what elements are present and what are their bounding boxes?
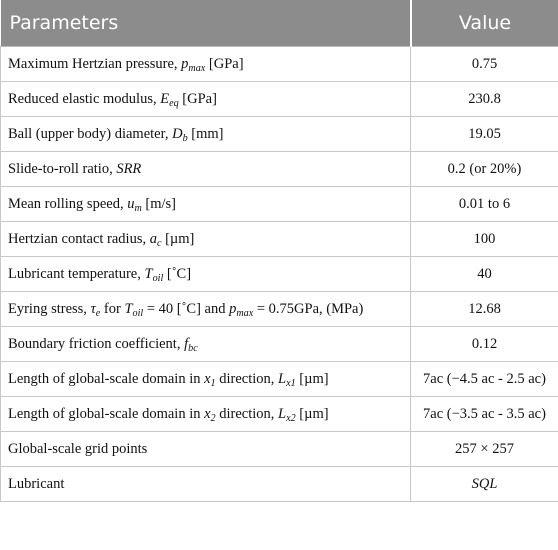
value-cell: 0.01 to 6	[411, 187, 558, 222]
value-cell: 0.75	[411, 47, 558, 82]
table-row	[1, 152, 558, 187]
param-cell: Ball (upper body) diameter, $D_b$ [mm]	[1, 117, 411, 152]
value-cell: 230.8	[411, 82, 558, 117]
param-cell: Boundary friction coefficient, $f_{bc}$	[1, 327, 411, 362]
param-cell: Length of global-scale domain in $x_1$ direction, $L_{x1}$ [µm]	[1, 362, 411, 397]
param-cell: Lubricant	[1, 467, 411, 502]
param-cell: Eyring stress, $\tau_e$ for $T_{oil} = 40$ [˚C] and $p_{max} = 0.75GPa$, (MPa)	[1, 292, 411, 327]
param-cell: Maximum Hertzian pressure, $p_{max}$ [GPa]	[1, 47, 411, 82]
param-cell: Reduced elastic modulus, $E_{eq}$ [GPa]	[1, 82, 411, 117]
value-cell: 0.12	[411, 327, 558, 362]
value-cell: 19.05	[411, 117, 558, 152]
table-row	[1, 222, 558, 257]
header-value: Value	[411, 0, 558, 47]
value-cell: 12.68	[411, 292, 558, 327]
table-row	[1, 257, 558, 292]
header-parameters: Parameters	[1, 0, 411, 47]
table-row	[1, 82, 558, 117]
value-cell: SQL	[411, 467, 558, 502]
param-cell: Global-scale grid points	[1, 432, 411, 467]
param-cell: Slide-to-roll ratio, SRR	[1, 152, 411, 187]
header-row	[1, 0, 558, 47]
value-cell: 40	[411, 257, 558, 292]
table-row	[1, 47, 558, 82]
table-row	[1, 187, 558, 222]
value-cell: 7ac (−4.5 ac - 2.5 ac)	[411, 362, 558, 397]
table-row	[1, 432, 558, 467]
table-row	[1, 327, 558, 362]
value-cell: 7ac (−3.5 ac - 3.5 ac)	[411, 397, 558, 432]
value-cell: 0.2 (or 20%)	[411, 152, 558, 187]
table-row	[1, 117, 558, 152]
value-cell: 257 × 257	[411, 432, 558, 467]
param-cell: Length of global-scale domain in $x_2$ direction, $L_{x2}$ [µm]	[1, 397, 411, 432]
table-row	[1, 362, 558, 397]
param-cell: Mean rolling speed, $u_m$ [m/s]	[1, 187, 411, 222]
param-cell: Hertzian contact radius, $a_c$ [µm]	[1, 222, 411, 257]
table-row	[1, 397, 558, 432]
value-cell: 100	[411, 222, 558, 257]
param-cell: Lubricant temperature, $T_{oil}$ [˚C]	[1, 257, 411, 292]
table-row	[1, 292, 558, 327]
table-row	[1, 467, 558, 502]
